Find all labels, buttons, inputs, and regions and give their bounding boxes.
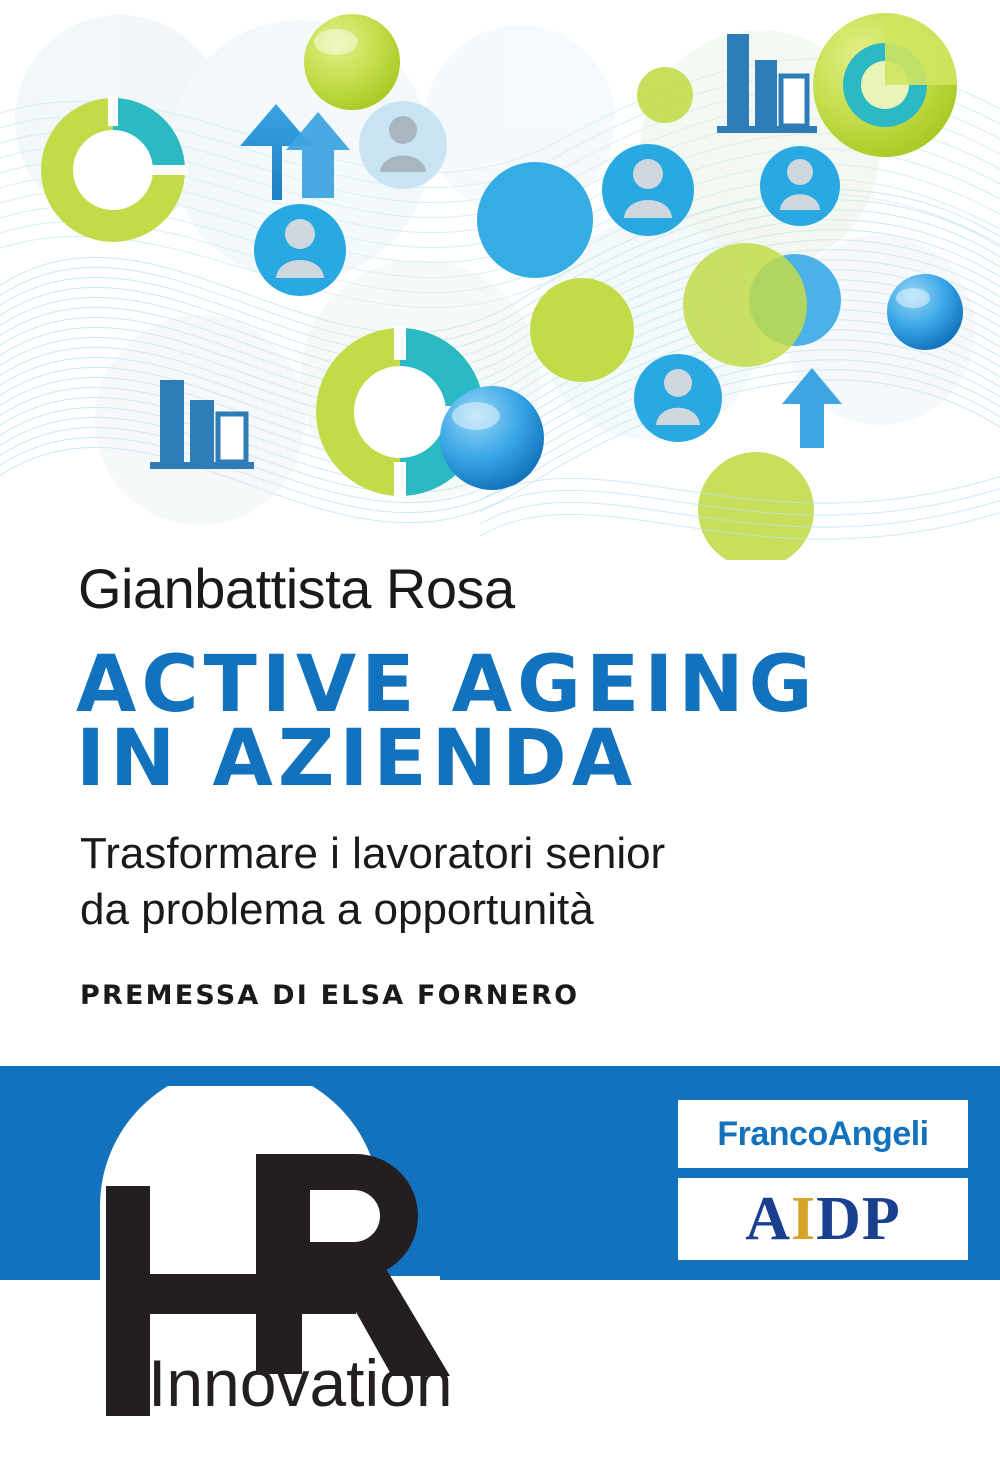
book-subtitle: [80, 826, 940, 939]
artwork-svg: [0, 0, 1000, 560]
publisher-name: FrancoAngeli: [717, 1114, 929, 1153]
decorative-circle: [477, 162, 593, 278]
person-avatar-icon: [634, 354, 722, 442]
hr-innovation-logo: [70, 1086, 470, 1416]
aidp-name: [745, 1184, 901, 1255]
aidp-dot: I: [790, 1184, 817, 1253]
person-avatar-icon: [760, 146, 840, 226]
title-line-1: ACTIVE AGEING: [76, 640, 818, 730]
person-avatar-icon: [254, 204, 346, 296]
decorative-circle: [683, 243, 807, 367]
aidp-logo: [678, 1178, 968, 1260]
decorative-circle: [637, 67, 693, 123]
title-line-2: IN AZIENDA: [76, 714, 638, 805]
aidp-part-1: A: [745, 1184, 791, 1253]
publisher-logo: [678, 1100, 968, 1168]
subtitle-line-1: Trasformare i lavoratori senior: [80, 829, 666, 878]
author-name: Gianbattista Rosa: [78, 557, 515, 620]
decorative-circle: [530, 278, 634, 382]
decorative-sphere: [304, 14, 400, 110]
subtitle-line-2: da problema a opportunità: [80, 885, 594, 935]
book-title: [76, 640, 976, 805]
preface-credit: PREMESSA DI ELSA FORNERO: [80, 980, 580, 1011]
person-avatar-icon: [602, 144, 694, 236]
aidp-part-2: DP: [816, 1184, 901, 1253]
person-avatar-icon: [359, 101, 447, 189]
decorative-sphere: [887, 274, 963, 350]
series-logo-word: Innovation: [148, 1346, 453, 1416]
cover-artwork: [0, 0, 1000, 560]
decorative-sphere: [440, 386, 544, 490]
decorative-circle: [698, 452, 814, 560]
